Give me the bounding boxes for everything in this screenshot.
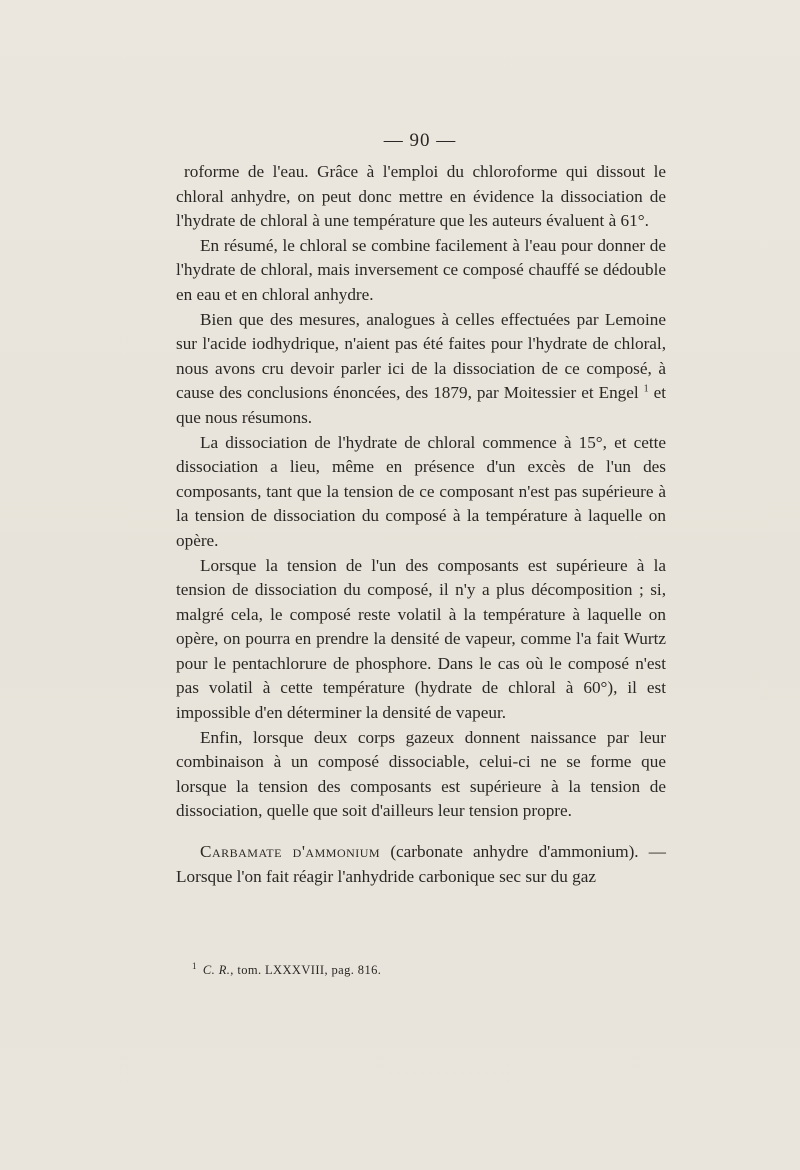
footnote-source-detail: , tom. LXXXVIII, pag. 816. <box>230 963 382 978</box>
paragraph-1: roforme de l'eau. Grâce à l'emploi du chloroforme qui dissout le chloral anhydre, on peut donc mettre en évidence la dissociation de l'hydrate de chloral à une température que les auteurs évaluent à 61°. <box>176 162 666 231</box>
section-text: (carbonate anhydre d'ammonium). — Lorsque l'on fait réagir l'anhydride carbonique sec sur du gaz <box>176 842 666 886</box>
footnote-reference: 1 <box>643 383 649 395</box>
paragraph-6: Enfin, lorsque deux corps gazeux donnent naissance par leur combinaison à un composé dissociable, celui-ci ne se forme que lorsque la tension des composants est supérieure à la tension de dissociation, quelle que soit d'ailleurs leur tension propre. <box>176 727 666 821</box>
paragraph-3-text-end: et que nous résumons. <box>176 383 666 427</box>
paragraph-2: En résumé, le chloral se combine facilement à l'eau pour donner de l'hydrate de chloral, mais inversement ce composé chauffé se dédouble en eau et en chloral anhydre. <box>176 235 666 304</box>
paragraph-3 <box>176 308 666 431</box>
footnote-mark: 1 <box>192 961 197 971</box>
footnote <box>192 961 381 978</box>
page-number: — 90 — <box>383 130 457 151</box>
paragraph-3-text: Bien que des mesures, analogues à celles effectuées par Lemoine sur l'acide iodhydrique, n'aient pas été faites pour l'hydrate de chloral, nous avons cru devoir parler ici de la dissociation de ce composé, à cause des conclusions énoncées, des 1879, par Moitessier et Engel <box>176 309 666 403</box>
paragraph-4: La dissociation de l'hydrate de chloral commence à 15°, et cette dissociation a lieu, même en présence d'un excès de l'un des composants, tant que la tension de ce composant n'est pas supérieure à la tension de dissociation du composé à la température à laquelle on opère. <box>176 432 666 550</box>
body-text <box>176 160 666 889</box>
section-paragraph <box>176 840 666 889</box>
section-heading: Carbamate d'ammonium <box>200 842 381 862</box>
paragraph-5: Lorsque la tension de l'un des composants est supérieure à la tension de dissociation du composé, il n'y a plus décomposition ; si, malgré cela, le composé reste volatil à la température à laquelle on opère, on pourra en prendre la densité de vapeur, comme l'a fait Wurtz pour le pentachlorure de phosphore. Dans le cas où le composé n'est pas volatil à cette température (hydrate de chloral à 60°), il est impossible d'en déterminer la densité de vapeur. <box>176 555 666 723</box>
footnote-source-title: C. R. <box>202 963 231 978</box>
